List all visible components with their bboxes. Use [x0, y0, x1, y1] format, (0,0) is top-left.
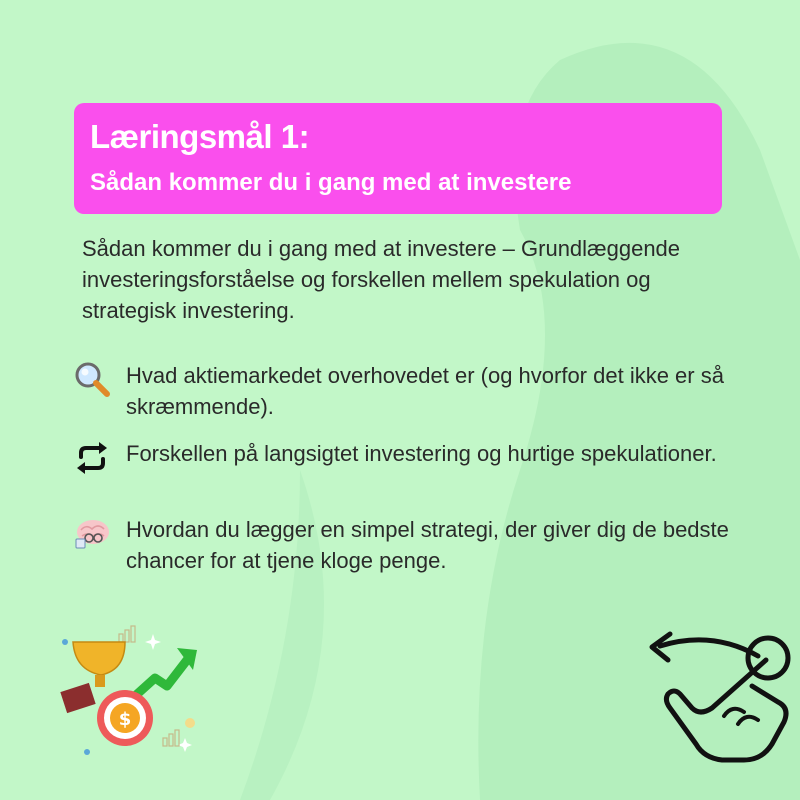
title-subheading: Sådan kommer du i gang med at investere: [90, 169, 572, 196]
intro-text: Sådan kommer du i gang med at investere – Grundlæggende investeringsforståelse og forskellen mellem spekulation og strategisk investering.: [82, 236, 681, 323]
magnifying-glass-icon: [72, 360, 112, 400]
brain-icon: [72, 514, 112, 554]
investment-illustration: [55, 620, 215, 770]
list-item-text: Forskellen på langsigtet investering og hurtige spekulationer.: [126, 441, 717, 466]
list-item-text: Hvad aktiemarkedet overhovedet er (og hvorfor det ikke er så skræmmende).: [126, 363, 724, 419]
svg-text:$: $: [118, 709, 132, 730]
repeat-icon: [72, 438, 112, 478]
title-heading: Læringsmål 1:: [90, 118, 310, 155]
title-card: [74, 103, 722, 214]
list-item-text: Hvordan du lægger en simpel strategi, der giver dig de bedste chancer for at tjene kloge penge.: [126, 517, 729, 573]
swipe-hand-icon[interactable]: [640, 620, 800, 780]
